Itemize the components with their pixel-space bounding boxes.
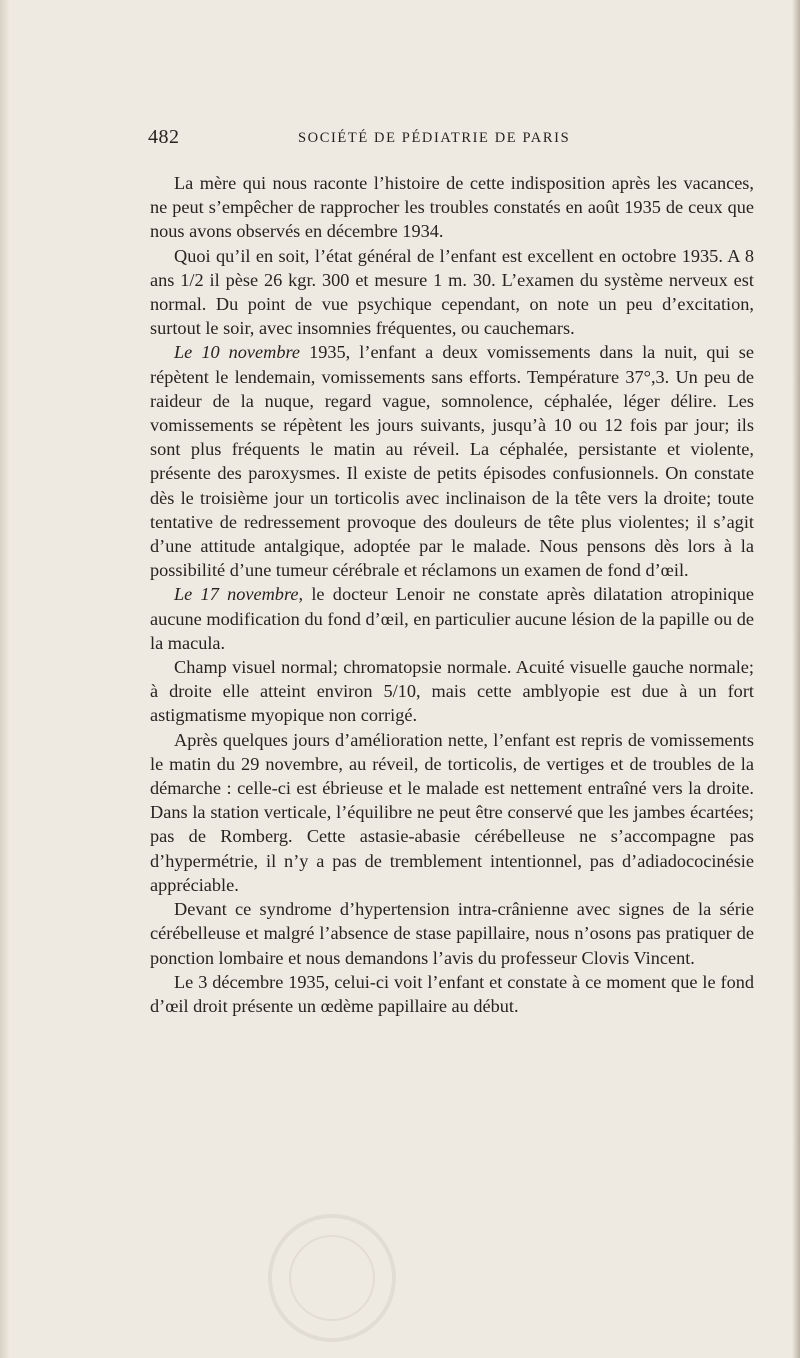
paragraph: Après quelques jours d’amélioration nette, l’enfant est repris de vomissements le matin du 29 novembre, au réveil, de torticolis, de vertiges et de troubles de la démarche : celle-ci est ébrieuse et le malade est nettement entraîné vers la droite. Dans la station verticale, l’équilibre ne peut être conservé que les jambes écartées; pas de Romberg. Cette astasie-abasie cérébelleuse ne s’accompagne pas d’hypermétrie, il n’y a pas de tremblement intentionnel, pas d’adiadococinésie appréciable. bbox=[150, 729, 754, 895]
running-head bbox=[148, 126, 752, 154]
paragraph: Le 3 décembre 1935, celui-ci voit l’enfant et constate à ce moment que le fond d’œil droit présente un œdème papillaire au début. bbox=[150, 971, 754, 1016]
paragraph: La mère qui nous raconte l’histoire de cette indisposition après les vacances, ne peut s’empêcher de rapprocher les troubles constatés en août 1935 de ceux que nous avons observés en décembre 1934. bbox=[150, 173, 754, 242]
faint-library-stamp bbox=[262, 1208, 402, 1348]
paragraph: Champ visuel normal; chromatopsie normale. Acuité visuelle gauche normale; à droite elle atteint environ 5/10, mais cette amblyopie est due à un fort astigmatisme myopique non corrigé. bbox=[150, 657, 754, 726]
page-number: 482 bbox=[148, 126, 180, 148]
page-edge-shadow-left bbox=[0, 0, 10, 1358]
page-edge-shadow-right bbox=[792, 0, 800, 1358]
header-title: SOCIÉTÉ DE PÉDIATRIE DE PARIS bbox=[298, 130, 571, 146]
paragraph: Le 17 novembre, le docteur Lenoir ne constate après dilatation atropinique aucune modification du fond d’œil, en particulier aucune lésion de la papille ou de la macula. bbox=[150, 584, 754, 653]
date-lead: Le 17 novembre, bbox=[174, 584, 304, 605]
paragraph: Devant ce syndrome d’hypertension intra-crânienne avec signes de la série cérébelleuse et malgré l’absence de stase papillaire, nous n’osons pas pratiquer de ponction lombaire et nous demandons l’avis du professeur Clovis Vincent. bbox=[150, 899, 754, 968]
paragraph: Le 10 novembre 1935, l’enfant a deux vomissements dans la nuit, qui se répètent le lendemain, vomissements sans efforts. Température 37°,3. Un peu de raideur de la nuque, regard vague, somnolence, céphalée, léger délire. Les vomissements se répètent les jours suivants, jusqu’à 10 ou 12 fois par jour; ils sont plus fréquents le matin au réveil. La céphalée, persistante et violente, présente des paroxysmes. Il existe de petits épisodes confusionnels. On constate dès le troisième jour un torticolis avec inclinaison de la tête vers la droite; toute tentative de redressement provoque des douleurs de tête plus violentes; il s’agit d’une attitude antalgique, adoptée par le malade. Nous pensons dès lors à la possibilité d’une tumeur cérébrale et réclamons un examen de fond d’œil. bbox=[150, 342, 754, 581]
paragraph: Quoi qu’il en soit, l’état général de l’enfant est excellent en octobre 1935. A 8 ans 1/2 il pèse 26 kgr. 300 et mesure 1 m. 30. L’examen du système nerveux est normal. Du point de vue psychique cependant, on note un peu d’excitation, surtout le soir, avec insomnies fréquentes, ou cauchemars. bbox=[150, 245, 754, 339]
body-text bbox=[150, 171, 754, 1018]
date-lead: Le 10 novembre bbox=[174, 342, 301, 363]
